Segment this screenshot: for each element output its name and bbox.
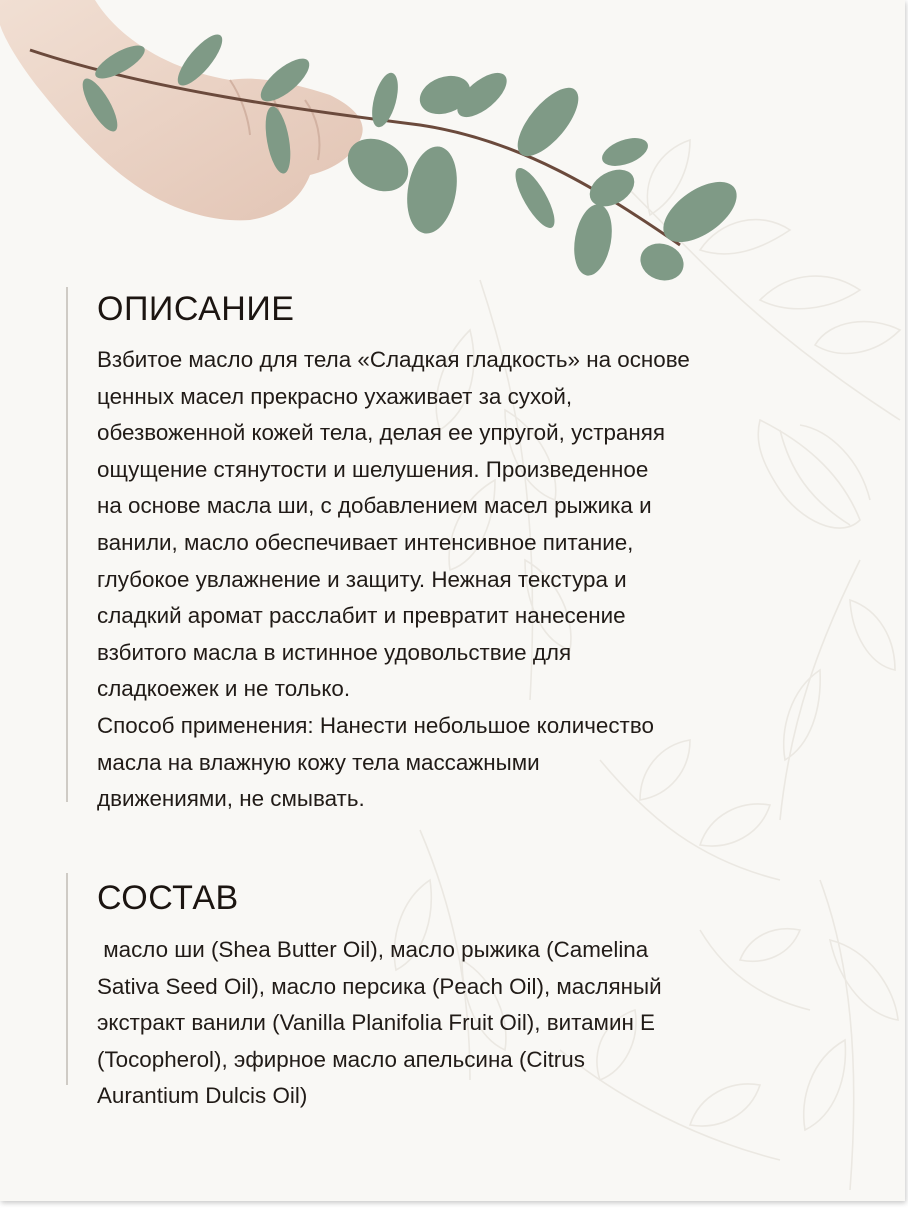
composition-line: масло ши (Shea Butter Oil), масло рыжика (Camelina [97, 937, 649, 962]
description-line: ценных масел прекрасно ухаживает за сухой, [97, 383, 573, 409]
hand-with-eucalyptus-image [0, 0, 905, 300]
description-line: обезвоженной кожей тела, делая ее упругой, устраняя [97, 420, 665, 446]
description-line: глубокое увлажнение и защиту. Нежная текстура и [97, 566, 627, 592]
description-line: ванили, масло обеспечивает интенсивное питание, [97, 529, 634, 555]
composition-text [97, 932, 806, 1115]
description-section [66, 287, 826, 812]
description-text [97, 342, 826, 818]
description-line: ощущение стянутости и шелушения. Произведенное [97, 456, 649, 482]
description-line: сладкоежек и не только. [97, 676, 351, 702]
usage-line: движениями, не смывать. [97, 786, 365, 812]
description-line: на основе масла ши, с добавлением масел рыжика и [97, 493, 652, 519]
composition-line: экстракт ванили (Vanilla Planifolia Fruit Oil), витамин Е [97, 1010, 655, 1036]
usage-line: масла на влажную кожу тела массажными [97, 749, 540, 775]
composition-line: Sativa Seed Oil), масло персика (Peach Oil), масляный [97, 973, 662, 999]
composition-heading: СОСТАВ [97, 879, 239, 917]
description-line: взбитого масла в истинное удовольствие для [97, 639, 572, 665]
description-line: сладкий аромат расслабит и превратит нанесение [97, 603, 626, 629]
description-line: Взбитое масло для тела «Сладкая гладкость» на основе [97, 347, 690, 372]
composition-line: Aurantium Dulcis Oil) [97, 1083, 308, 1109]
composition-section [66, 873, 806, 1109]
description-heading: ОПИСАНИЕ [97, 290, 295, 328]
usage-line: Способ применения: Нанести небольшое количество [97, 712, 654, 738]
composition-line: (Tocopherol), эфирное масло апельсина (Citrus [97, 1046, 585, 1072]
